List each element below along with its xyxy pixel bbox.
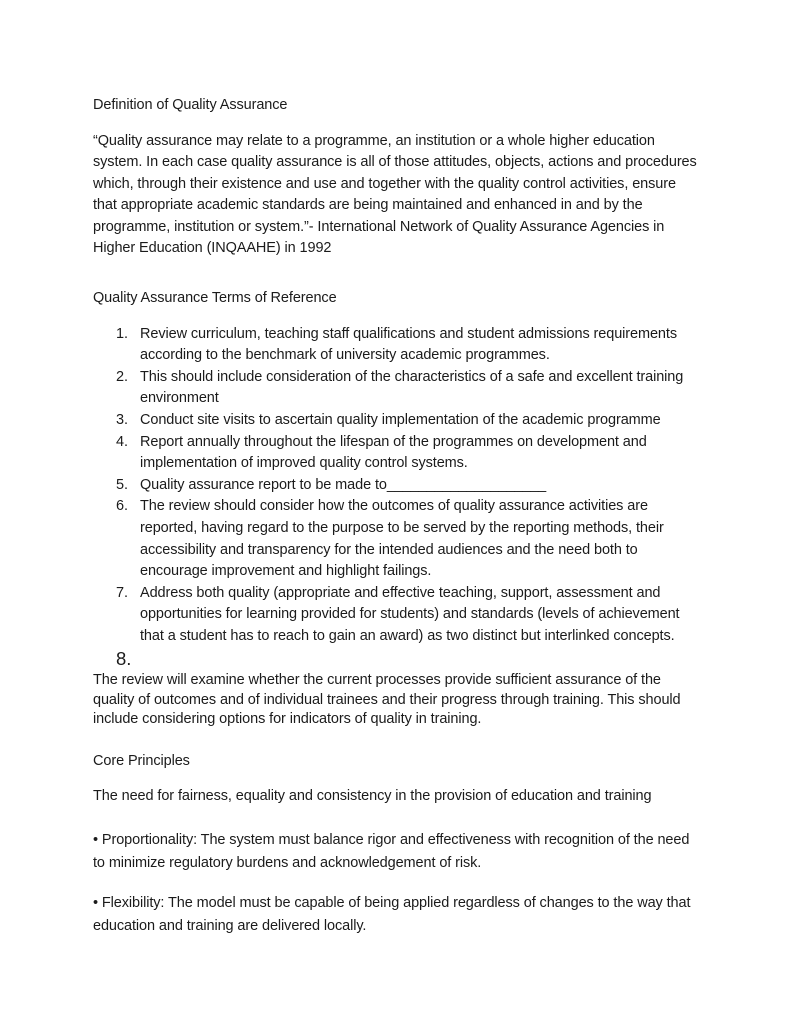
list-item-text: Report annually throughout the lifespan of the programmes on development and implementation of improved quality control systems. <box>140 433 647 472</box>
proportionality-bullet-paragraph: • Proportionality: The system must balance rigor and effectiveness with recognition of the need to minimize regulatory burdens and acknowledgement of risk. <box>93 832 690 871</box>
list-item-text <box>140 647 699 671</box>
review-paragraph: The review will examine whether the current processes provide sufficient assurance of the quality of outcomes and of individual trainees and their progress through training. This should include considering options for indicators of quality in training. <box>93 672 681 728</box>
flexibility-bullet-paragraph: • Flexibility: The model must be capable of being applied regardless of changes to the way that education and training are delivered locally. <box>93 895 691 934</box>
list-item-number: 3. <box>116 411 128 428</box>
list-item-text: The review should consider how the outcomes of quality assurance activities are reported, having regard to the purpose to be served by the reporting methods, their accessibility and transparency for the intended audiences and the need both to encourage improvement and highlight failings. <box>140 498 664 580</box>
list-item <box>93 432 699 475</box>
list-item <box>93 496 699 582</box>
list-item-number: 8. <box>116 648 132 670</box>
list-item-text: This should include consideration of the characteristics of a safe and excellent training environment <box>140 368 684 407</box>
list-item-text: Conduct site visits to ascertain quality implementation of the academic programme <box>140 411 661 428</box>
list-item <box>93 367 699 410</box>
list-item-number: 6. <box>116 498 128 515</box>
list-item-text: Address both quality (appropriate and effective teaching, support, assessment and opportunities for learning provided for students) and standards (levels of achievement that a student has to reach to gain an award) as two distinct but interlinked concepts. <box>140 584 680 644</box>
list-item <box>93 324 699 367</box>
definition-heading: Definition of Quality Assurance <box>93 97 288 113</box>
list-item-text: Quality assurance report to be made to____________________ <box>140 476 547 493</box>
fairness-paragraph: The need for fairness, equality and consistency in the provision of education and training <box>93 788 652 805</box>
core-principles-heading: Core Principles <box>93 752 190 769</box>
list-item-number: 2. <box>116 368 128 385</box>
terms-of-reference-heading: Quality Assurance Terms of Reference <box>93 290 337 307</box>
list-item-number: 5. <box>116 476 128 493</box>
list-item <box>93 410 699 432</box>
list-item-number: 4. <box>116 433 128 450</box>
terms-of-reference-list <box>93 324 699 672</box>
list-item-number: 7. <box>116 584 128 601</box>
spacer <box>93 744 699 751</box>
definition-paragraph: “Quality assurance may relate to a programme, an institution or a whole higher education system. In each case quality assurance is all of those attitudes, objects, actions and procedures which, through their existence and use and together with the quality control activities, ensure that appropriate academic standards are being maintained and enhanced in and by the programme, institution or system.”- International Network of Quality Assurance Agencies in Higher Education (INQAAHE) in 1992 <box>93 132 697 257</box>
spacer <box>93 281 699 288</box>
list-item-text: Review curriculum, teaching staff qualifications and student admissions requirements according to the benchmark of university academic programmes. <box>140 325 677 364</box>
spacer <box>93 885 699 892</box>
list-item <box>93 583 699 648</box>
list-item <box>93 647 699 671</box>
list-item-number: 1. <box>116 325 128 342</box>
list-item <box>93 475 699 497</box>
